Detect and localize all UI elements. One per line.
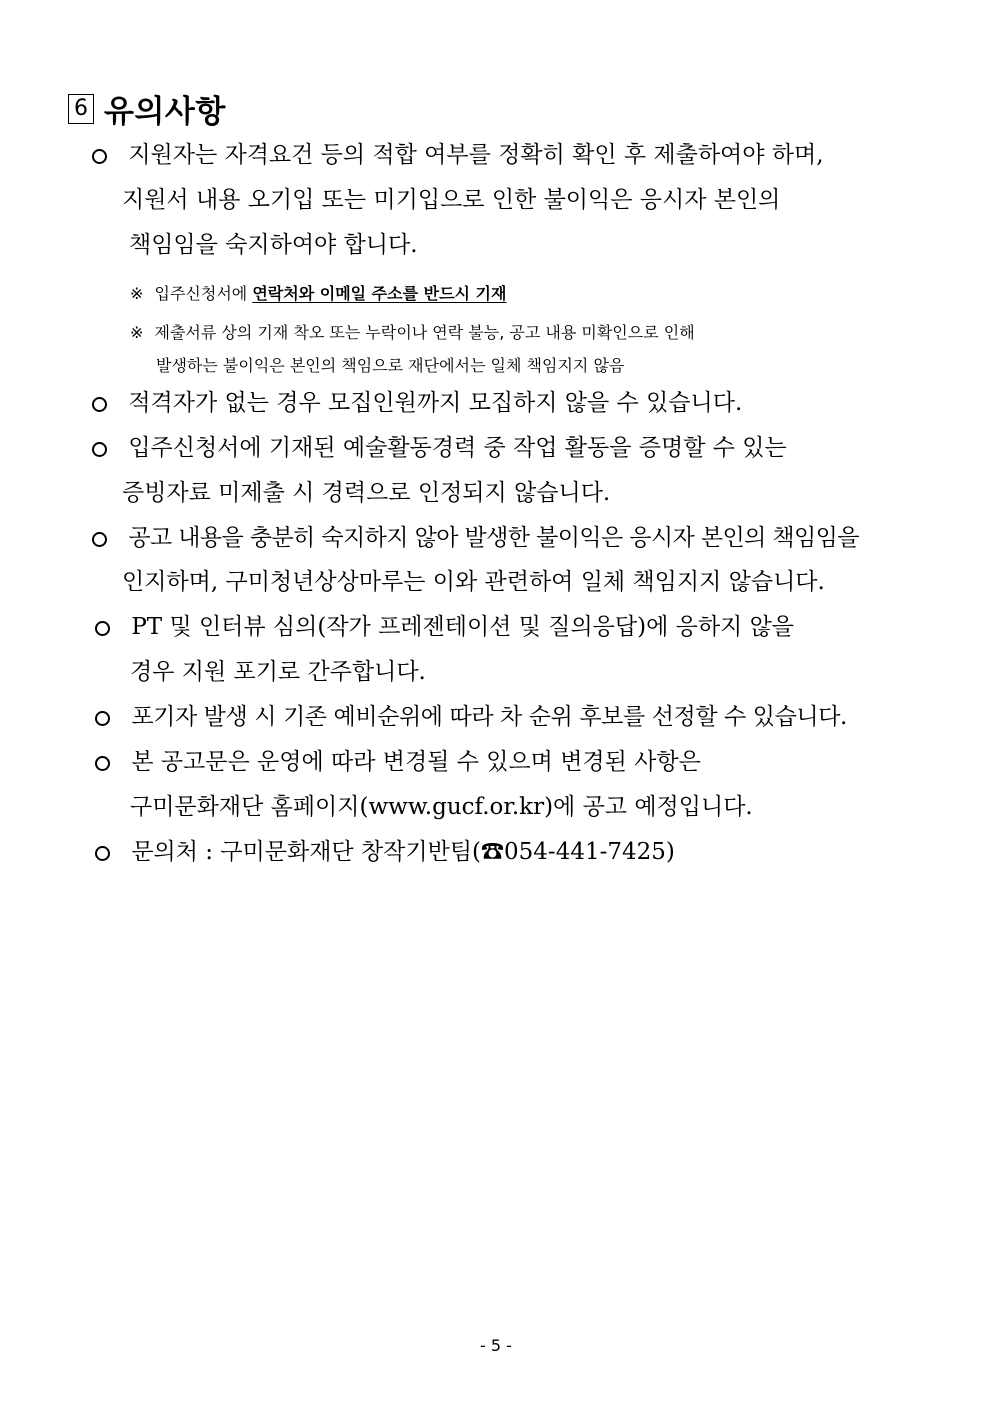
contact-line: 문의처 : 구미문화재단 창작기반팀(☎054-441-7425)	[131, 839, 675, 865]
bullet-circle-icon	[92, 397, 107, 412]
notice-item-2	[92, 388, 742, 418]
note-mark-icon: ※	[130, 284, 144, 303]
notice-item-2-line-1: 적격자가 없는 경우 모집인원까지 모집하지 않을 수 있습니다.	[128, 390, 743, 416]
section-heading	[68, 86, 226, 131]
notice-item-5-line-2: 경우 지원 포기로 간주합니다.	[130, 659, 426, 685]
notice-item-7-line-1: 본 공고문은 운영에 따라 변경될 수 있으며 변경된 사항은	[131, 749, 701, 775]
notice-item-8	[95, 837, 675, 867]
notice-item-5	[95, 612, 794, 642]
page-number: - 5 -	[480, 1336, 512, 1355]
note-1	[130, 283, 506, 305]
notice-item-3-line-2: 증빙자료 미제출 시 경력으로 인정되지 않습니다.	[122, 480, 611, 506]
notice-item-4-line-1: 공고 내용을 충분히 숙지하지 않아 발생한 불이익은 응시자 본인의 책임임을	[128, 525, 859, 551]
notice-item-7-line-2: 구미문화재단 홈페이지(www.gucf.or.kr)에 공고 예정입니다.	[130, 794, 753, 820]
bullet-circle-icon	[95, 846, 110, 861]
notice-item-5-line-1: PT 및 인터뷰 심의(작가 프레젠테이션 및 질의응답)에 응하지 않을	[131, 614, 795, 640]
notice-item-7	[95, 747, 701, 777]
section-title: 유의사항	[104, 94, 226, 130]
section-number: 6	[68, 94, 94, 124]
note-2-line-2: 발생하는 불이익은 본인의 책임으로 재단에서는 일체 책임지지 않음	[156, 356, 625, 375]
bullet-circle-icon	[92, 532, 107, 547]
note-2	[130, 322, 695, 344]
notice-item-3-line-1: 입주신청서에 기재된 예술활동경력 중 작업 활동을 증명할 수 있는	[128, 435, 787, 461]
bullet-circle-icon	[95, 711, 110, 726]
notice-item-3	[92, 433, 787, 463]
note-mark-icon: ※	[130, 323, 144, 342]
notice-item-6	[95, 702, 847, 732]
note-2-line-1: 제출서류 상의 기재 착오 또는 누락이나 연락 불능, 공고 내용 미확인으로 인해	[154, 323, 695, 342]
notice-item-1-line-1: 지원자는 자격요건 등의 적합 여부를 정확히 확인 후 제출하여야 하며,	[128, 142, 824, 168]
bullet-circle-icon	[95, 621, 110, 636]
bullet-circle-icon	[92, 442, 107, 457]
bullet-circle-icon	[92, 149, 107, 164]
notice-item-4	[92, 523, 859, 553]
note-1-prefix: 입주신청서에	[154, 284, 248, 303]
notice-item-1	[92, 140, 824, 170]
note-1-emphasis: 연락처와 이메일 주소를 반드시 기재	[252, 284, 507, 303]
notice-item-1-line-2: 지원서 내용 오기입 또는 미기입으로 인한 불이익은 응시자 본인의	[122, 187, 781, 213]
notice-item-6-line-1: 포기자 발생 시 기존 예비순위에 따라 차 순위 후보를 선정할 수 있습니다.	[131, 704, 847, 730]
bullet-circle-icon	[95, 756, 110, 771]
notice-item-4-line-2: 인지하며, 구미청년상상마루는 이와 관련하여 일체 책임지지 않습니다.	[122, 569, 825, 595]
notice-item-1-line-3: 책임임을 숙지하여야 합니다.	[129, 232, 418, 258]
